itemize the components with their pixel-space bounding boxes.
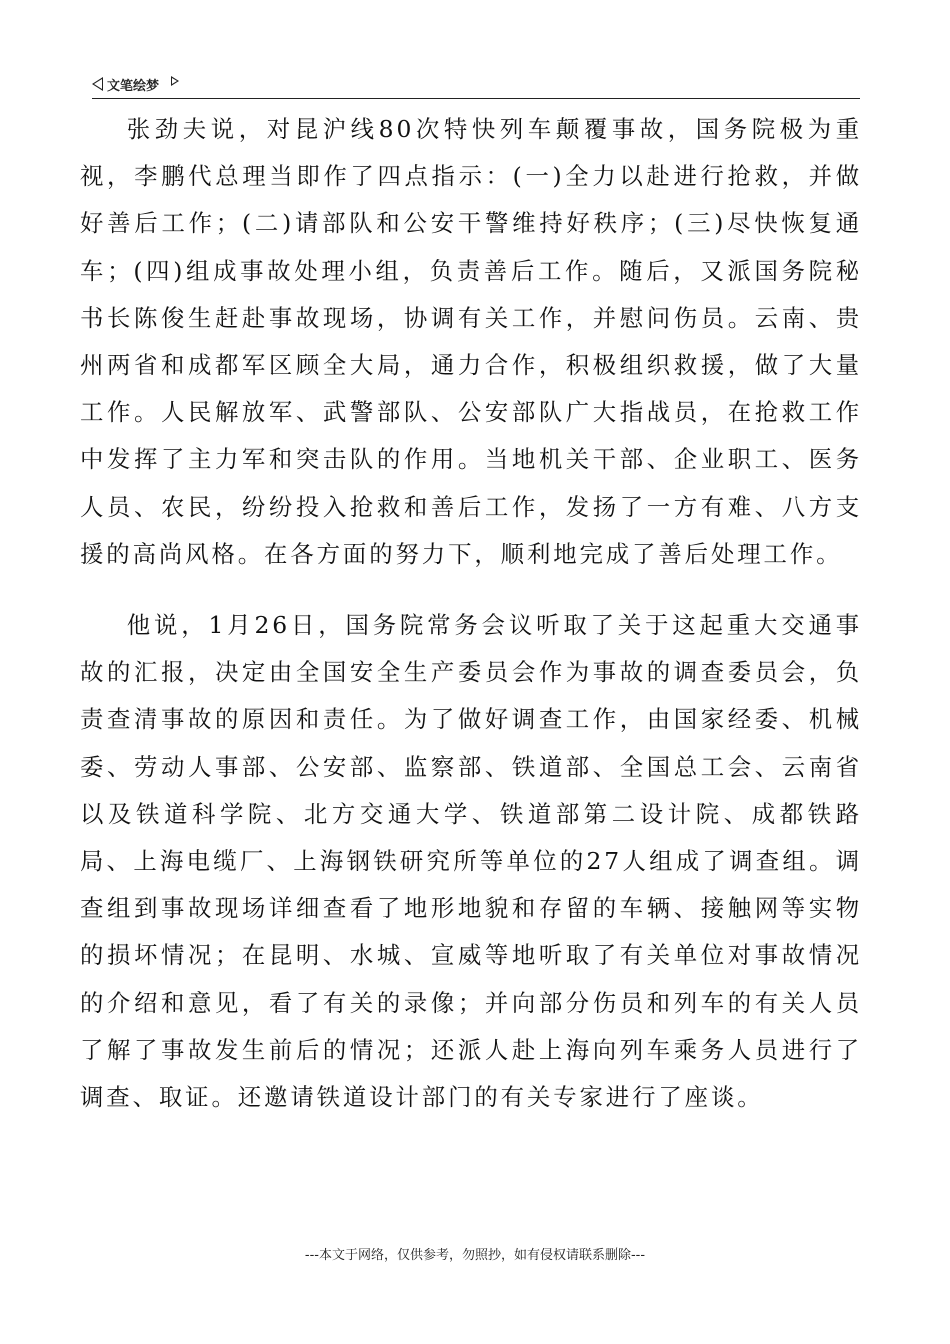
triangle-left-outline-icon <box>92 77 103 91</box>
page-header <box>92 74 860 99</box>
triangle-right-outline-icon <box>171 76 179 86</box>
header-title: 文笔绘梦 <box>107 78 160 94</box>
paragraph-1: 张劲夫说，对昆沪线80次特快列车颠覆事故，国务院极为重视，李鹏代总理当即作了四点指示：(一)全力以赴进行抢救，并做好善后工作；(二)请部队和公安干警维持好秩序；(三)尽快恢复通车；(四)组成事故处理小组，负责善后工作。随后，又派国务院秘书长陈俊生赶赴事故现场，协调有关工作，并慰问伤员。云南、贵州两省和成都军区顾全大局，通力合作，积极组织救援，做了大量工作。人民解放军、武警部队、公安部队广大指战员，在抢救工作中发挥了主力军和突击队的作用。当地机关干部、企业职工、医务人员、农民，纷纷投入抢救和善后工作，发扬了一方有难、八方支援的高尚风格。在各方面的努力下，顺利地完成了善后处理工作。 <box>80 115 862 568</box>
paragraph-2: 他说，1月26日，国务院常务会议听取了关于这起重大交通事故的汇报，决定由全国安全生产委员会作为事故的调查委员会，负责查清事故的原因和责任。为了做好调查工作，由国家经委、机械委、劳动人事部、公安部、监察部、铁道部、全国总工会、云南省以及铁道科学院、北方交通大学、铁道部第二设计院、成都铁路局、上海电缆厂、上海钢铁研究所等单位的27人组成了调查组。调查组到事故现场详细查看了地形地貌和存留的车辆、接触网等实物的损坏情况；在昆明、水城、宣威等地听取了有关单位对事故情况的介绍和意见，看了有关的录像；并向部分伤员和列车的有关人员了解了事故发生前后的情况；还派人赴上海向列车乘务人员进行了调查、取证。还邀请铁道设计部门的有关专家进行了座谈。 <box>80 611 862 1112</box>
document-body <box>80 106 862 1121</box>
header-brand <box>92 74 179 94</box>
page-footer-disclaimer: ---本文于网络，仅供参考，勿照抄，如有侵权请联系删除--- <box>304 1248 646 1263</box>
